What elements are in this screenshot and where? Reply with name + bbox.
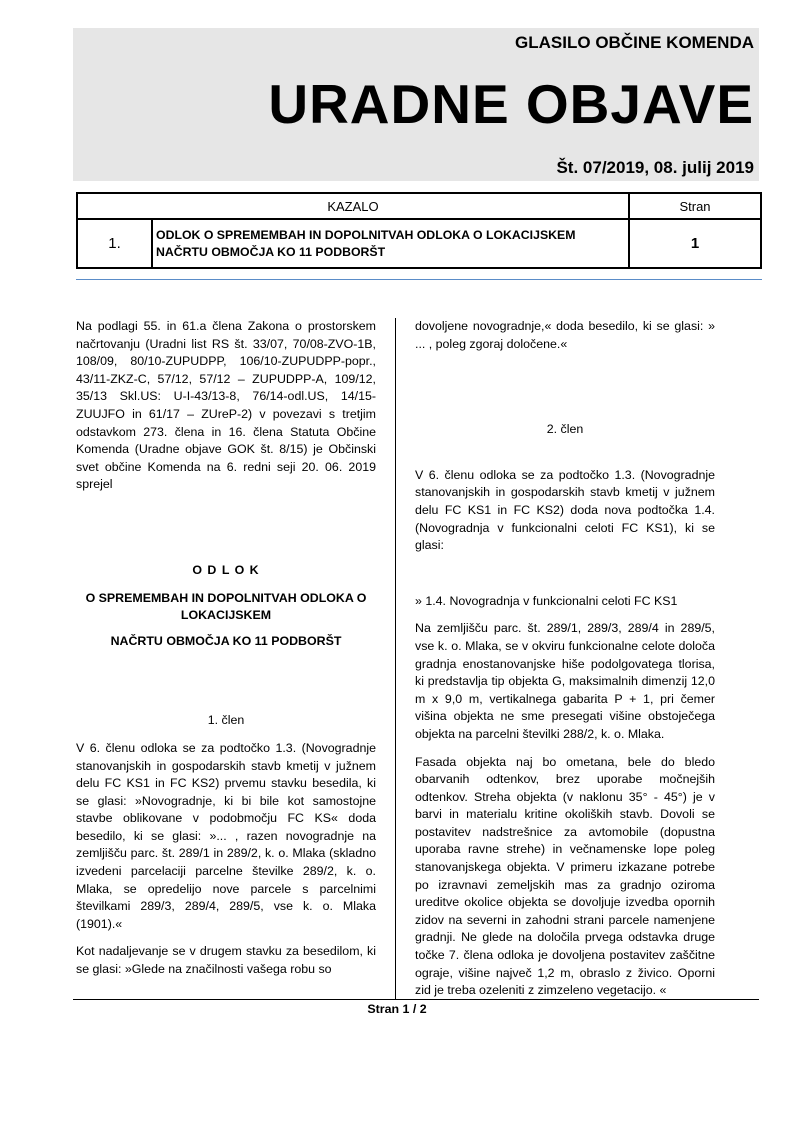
article-2-heading: 2. člen [546, 422, 584, 437]
odlok-title-line-1: O SPREMEMBAH IN DOPOLNITVAH ODLOKA O LOKACIJSKEM [85, 590, 367, 623]
article-1-paragraph-2: Kot nadaljevanje se v drugem stavku za besedilom, ki se glasi: »Glede na značilnosti vašega robu so [76, 944, 376, 977]
index-page-heading: Stran [629, 193, 761, 219]
column-divider [395, 318, 396, 999]
index-entry-page: 1 [629, 219, 761, 268]
issue-info: Št. 07/2019, 08. julij 2019 [556, 158, 754, 177]
page-number: Stran 1 / 2 [367, 1002, 427, 1016]
article-2-paragraph-3: Fasada objekta naj bo ometana, bele do bledo obarvanih odtenkov, brez uporabe močnejših odtenkov. Streha objekta (v naklonu 35° - 45°) je v barvi in materialu kritine okoliških stavb. Dovoli se postavitev nadstrešnice za avtomobile (dopustna uporaba ravne strehe) in večnamenske lope poleg stanovanjskega objekta. V primeru izkazane potrebe po izravnavi zemeljskih mas za gradnjo oziroma ureditve okolice objekta se dovoljuje izvedba opornih zidov na severni in zahodni strani parcele namenjene gradnji. Ne glede na določila prvega odstavka druge točke 7. člena odloka je dovoljena postavitev zaščitne ograje, višine največ 1,2 m, obraslo z živico. Oporni zid je treba ozeleniti z zimzeleno vegetacijo. « [415, 754, 715, 998]
odlok-heading: O D L O K [192, 562, 260, 577]
index-table [76, 192, 762, 269]
right-column [415, 318, 715, 1010]
article-2-paragraph-2: Na zemljišču parc. št. 289/1, 289/3, 289/4 in 289/5, vse k. o. Mlaka, se v okviru funkcionalne celote določa gradnja enostanovanjske hiše podolgovatega tlorisa, ki predstavlja tip objekta G, maksimalnih dimenzij 12,0 m x 9,0 m, vertikalnega gabarita P + 1, pri čemer višina objekta ne sme presegati višine obstoječega objekta na parcelni številki 288/2, k. o. Mlaka. [415, 621, 715, 741]
continuation-paragraph: dovoljene novogradnje,« doda besedilo, ki se glasi: » ... , poleg zgoraj določene.« [415, 319, 715, 351]
index-entry[interactable] [77, 219, 761, 268]
masthead [73, 28, 759, 181]
article-1-paragraph-1: V 6. členu odloka se za podtočko 1.3. (Novogradnje stanovanjskih in gospodarskih stavb kmetij v južnem delu FC KS1 in FC KS2) prvemu stavku besedila, ki se glasi: »Novogradnje, ki bi bile kot samostojne stavbe oblikovane v podobmočju FC KS« doda besedilo, ki se glasi: »... , razen novogradnje na zemljišču parc. št. 289/1 in 289/2, k. o. Mlaka (skladno izvedeni parcelaciji parcelne številke 289/2, k. o. Mlaka, se opredelijo nove parcele s parcelnimi številkami 289/3, 289/4, 289/5, vse k. o. Mlaka (1901).« [76, 740, 376, 931]
article-2-paragraph-1: V 6. členu odloka se za podtočko 1.3. (Novogradnje stanovanjskih in gospodarskih stavb kmetij v južnem delu FC KS1 in FC KS2) doda nova podtočka 1.4. (Novogradnja v funkcionalni celoti FC KS1), ki se glasi: [415, 467, 715, 553]
publication-title: URADNE OBJAVE [268, 73, 754, 135]
index-header-row [77, 193, 761, 219]
publication-name: GLASILO OBČINE KOMENDA [515, 33, 754, 52]
index-entry-number: 1. [77, 219, 152, 268]
index-heading: KAZALO [77, 193, 629, 219]
intro-paragraph: Na podlagi 55. in 61.a člena Zakona o prostorskem načrtovanju (Uradni list RS št. 33/07, 70/08-ZVO-1B, 108/09, 80/10-ZUPUDPP, 106/10-ZUPUDPP-popr., 43/11-ZKZ-C, 57/12, 57/12 – ZUPUDPP-A, 109/12, 35/13 Skl.US: U-I-43/13-8, 76/14-odl.US, 14/15-ZUUJFO in 61/17 – ZUreP-2) v povezavi s tretjim odstavkom 273. člena in 16. člena Statuta Občine Komenda (Uradne objave GOK št. 8/15) je Občinski svet občine Komenda na 6. redni seji 20. 06. 2019 sprejel [76, 319, 376, 492]
subpoint-heading: » 1.4. Novogradnja v funkcionalni celoti FC KS1 [415, 593, 678, 608]
article-1-heading: 1. člen [207, 713, 245, 728]
left-column [76, 318, 376, 989]
header-divider [76, 279, 762, 280]
footer-divider [73, 999, 759, 1000]
odlok-title-line-2: NAČRTU OBMOČJA KO 11 PODBORŠT [110, 633, 342, 648]
index-entry-title[interactable]: ODLOK O SPREMEMBAH IN DOPOLNITVAH ODLOKA O LOKACIJSKEM NAČRTU OBMOČJA KO 11 PODBORŠT [152, 219, 629, 268]
